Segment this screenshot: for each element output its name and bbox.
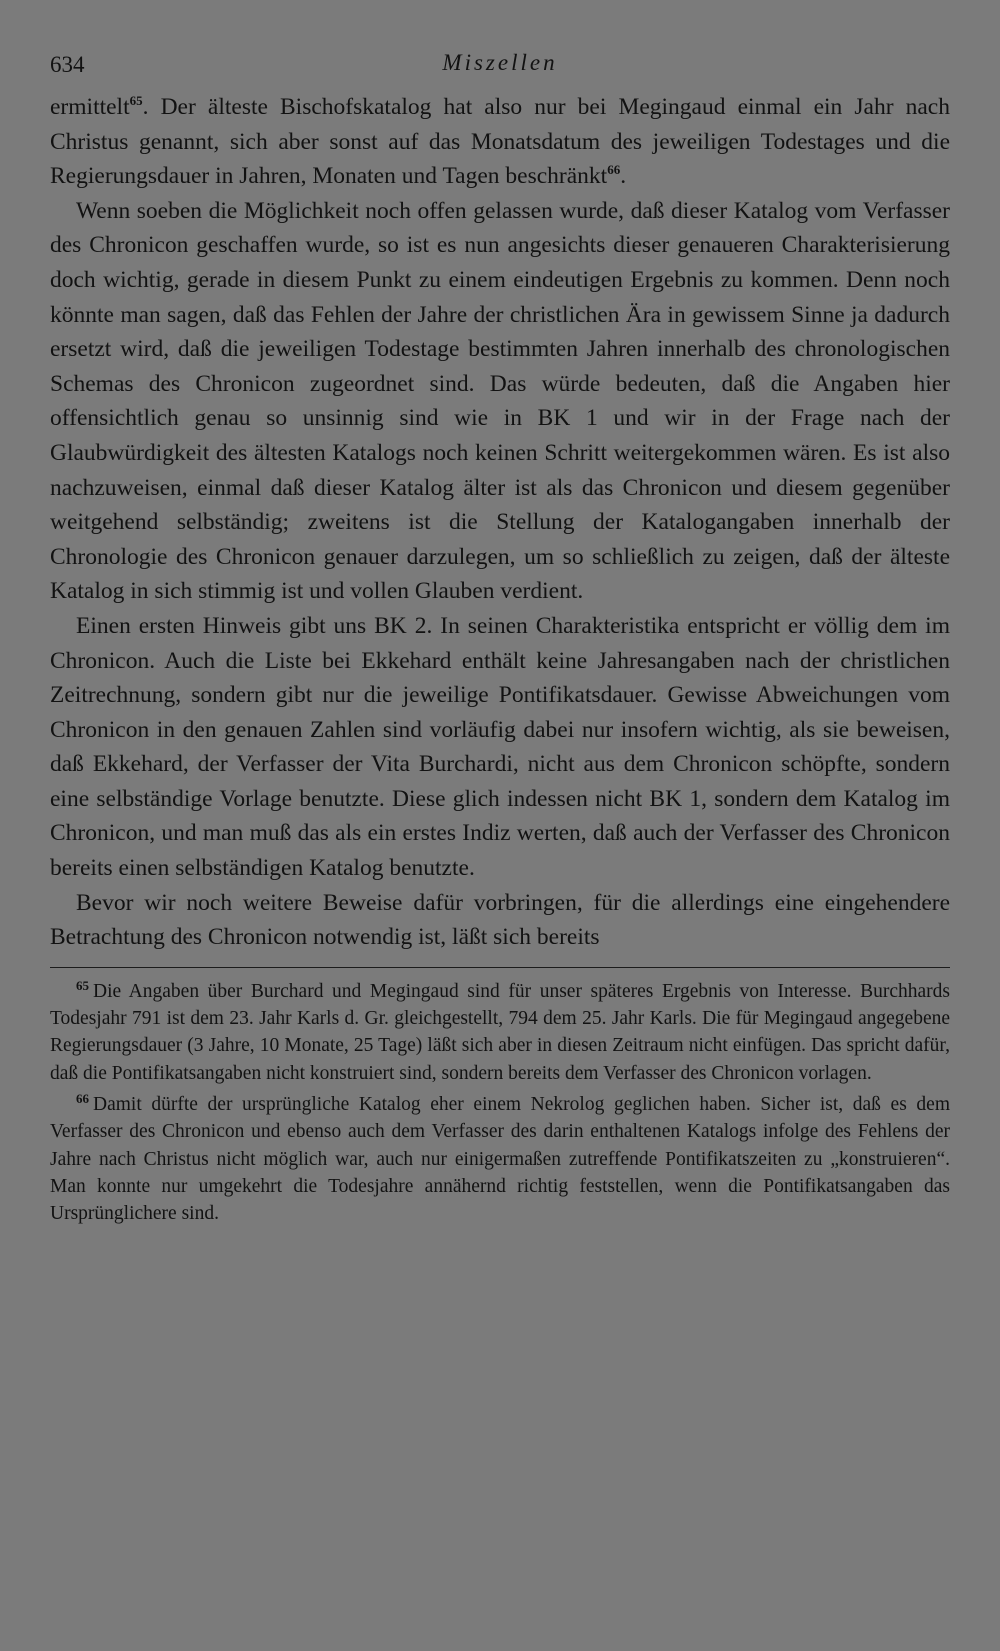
- paragraph: [50, 194, 950, 609]
- footnotes: [50, 978, 950, 1228]
- footnote-divider: [50, 967, 950, 968]
- footnote: [50, 1091, 950, 1227]
- footnote-number: 66: [76, 1091, 89, 1107]
- footnote-text: Damit dürfte der ursprüngliche Katalog eher einem Nekrolog geglichen haben. Sicher ist, daß es dem Verfasser des Chronicon und ebenso auch dem Verfasser des darin enthaltenen Katalogs infolge des Fehlens der Jahre nach Christus nicht möglich war, auch nur einigermaßen zutreffende Pontifikatszeiten zu „konstruieren“. Man konnte nur umgekehrt die Todesjahre annähernd richtig feststellen, wenn die Pontifikatsangaben das Ursprünglichere sind.: [50, 1094, 950, 1225]
- paragraph: [50, 886, 950, 955]
- footnote-reference: 65: [129, 93, 143, 108]
- text-segment: .: [620, 163, 627, 190]
- text-segment: Einen ersten Hinweis gibt uns BK 2. In seinen Charakteristika entspricht er völlig dem im Chronicon. Auch die Liste bei Ekkehard enthält keine Jahresangaben nach der christlichen Zeitrechnung, sondern gibt nur die jeweilige Pontifikatsdauer. Gewisse Abweichungen vom Chronicon in den genauen Zahlen sind vorläufig dabei nur insofern wichtig, als sie beweisen, daß Ekkehard, der Verfasser der Vita Burchardi, nicht aus dem Chronicon schöpfte, sondern eine selbständige Vorlage benutzte. Diese glich indessen nicht BK 1, sondern dem Katalog im Chronicon, und man muß das als ein erstes Indiz werten, daß auch der Verfasser des Chronicon bereits einen selbständigen Katalog benutzte.: [50, 612, 950, 882]
- body-text: [50, 90, 950, 955]
- paragraph: [50, 90, 950, 194]
- footnote-number: 65: [76, 977, 89, 993]
- page-number: 634: [50, 52, 85, 77]
- text-segment: . Der älteste Bischofskatalog hat also nur bei Megingaud einmal ein Jahr nach Christus genannt, sich aber sonst auf das Monatsdatum des jeweiligen Todestages und die Regierungsdauer in Jahren, Monaten und Tagen beschränkt: [50, 94, 950, 190]
- footnote-text: Die Angaben über Burchard und Megingaud sind für unser späteres Ergebnis von Interesse. Burchhards Todesjahr 791 ist dem 23. Jahr Karls d. Gr. gleichgestellt, 794 dem 25. Jahr Karls. Die für Megingaud angegebene Regierungsdauer (3 Jahre, 10 Monate, 25 Tage) läßt sich aber in diesen Zeitraum nicht einfügen. Das spricht dafür, daß die Pontifikatsangaben nicht konstruiert sind, sondern bereits dem Verfasser des Chronicon vorlagen.: [50, 980, 950, 1084]
- text-segment: Wenn soeben die Möglichkeit noch offen gelassen wurde, daß dieser Katalog vom Verfasser des Chronicon geschaffen wurde, so ist es nun angesichts dieser genaueren Charakterisierung doch wichtig, gerade in diesem Punkt zu einem eindeutigen Ergebnis zu kommen. Denn noch könnte man sagen, daß das Fehlen der Jahre der christlichen Ära in gewissem Sinne ja dadurch ersetzt wird, daß die jeweiligen Todestage bestimmten Jahren innerhalb des chronologischen Schemas des Chronicon zugeordnet sind. Das würde bedeuten, daß die Angaben hier offensichtlich genau so unsinnig sind wie in BK 1 und wir in der Frage nach der Glaubwürdigkeit des ältesten Katalogs noch keinen Schritt weitergekommen wären. Es ist also nachzuweisen, einmal daß dieser Katalog älter ist als das Chronicon und diesem gegenüber weitgehend selbständig; zweitens ist die Stellung der Katalogangaben innerhalb der Chronologie des Chronicon genauer darzulegen, um so schließlich zu zeigen, daß der älteste Katalog in sich stimmig ist und vollen Glauben verdient.: [50, 197, 950, 605]
- text-segment: ermittelt: [50, 94, 130, 120]
- paragraph: [50, 609, 950, 886]
- book-page: [50, 50, 950, 1610]
- footnote: [50, 978, 950, 1087]
- page-header: [50, 50, 950, 84]
- text-segment: Bevor wir noch weitere Beweise dafür vorbringen, für die allerdings eine eingehendere Betrachtung des Chronicon notwendig ist, läßt sich bereits: [50, 889, 950, 951]
- footnote-reference: 66: [607, 162, 621, 178]
- running-head: Miszellen: [442, 50, 558, 75]
